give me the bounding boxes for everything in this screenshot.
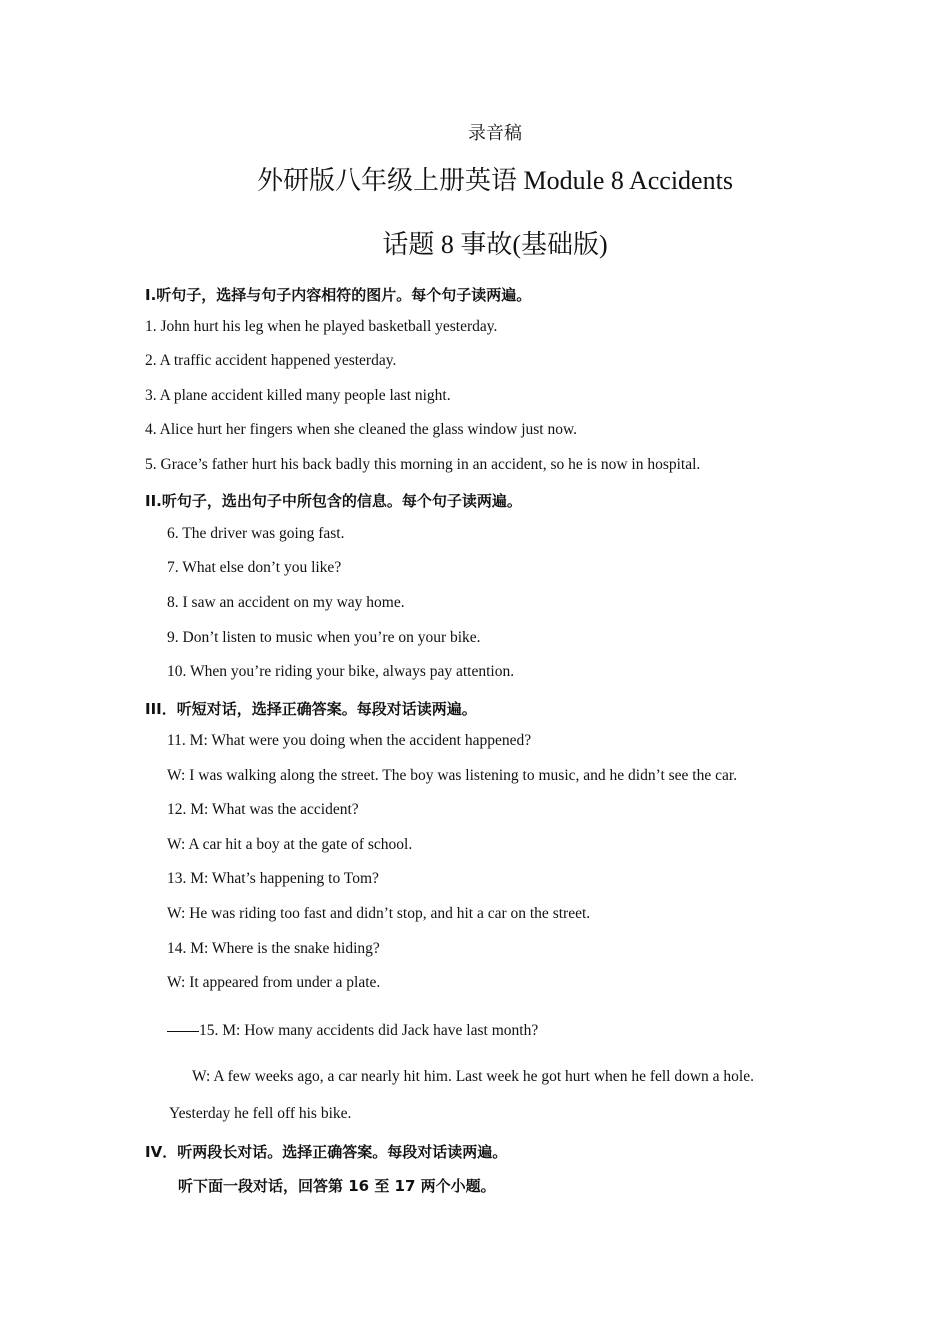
sentence-9: 9. Don’t listen to music when you’re on your bike. [167, 629, 481, 646]
section-2-heading: II.听句子，选出句子中所包含的信息。每个句子读两遍。 [145, 492, 522, 510]
sentence-5: 5. Grace’s father hurt his back badly this morning in an accident, so he is now in hospital. [145, 456, 701, 473]
dialogue-15-w: W: A few weeks ago, a car nearly hit him. Last week he got hurt when he fell down a hole. [192, 1068, 754, 1085]
section-1-heading: I.听句子，选择与句子内容相符的图片。每个句子读两遍。 [145, 286, 532, 304]
sentence-6: 6. The driver was going fast. [167, 525, 345, 542]
dialogue-12-w: W: A car hit a boy at the gate of school. [167, 836, 413, 853]
dialogue-15-m: 15. M: How many accidents did Jack have last month? [199, 1022, 539, 1039]
dialogue-12-m: 12. M: What was the accident? [167, 801, 359, 818]
sentence-8: 8. I saw an accident on my way home. [167, 594, 405, 611]
sentence-3: 3. A plane accident killed many people last night. [145, 387, 451, 404]
sentence-10: 10. When you’re riding your bike, always pay attention. [167, 663, 515, 680]
sentence-4: 4. Alice hurt her fingers when she cleaned the glass window just now. [145, 421, 578, 438]
doc-title: 外研版八年级上册英语 Module 8 Accidents [257, 166, 733, 195]
section-4-heading: IV．听两段长对话。选择正确答案。每段对话读两遍。 [145, 1143, 508, 1161]
section-3-heading: III．听短对话，选择正确答案。每段对话读两遍。 [145, 700, 477, 718]
dialogue-14-m: 14. M: Where is the snake hiding? [167, 940, 380, 957]
sentence-2: 2. A traffic accident happened yesterday. [145, 352, 397, 369]
underline-mark [167, 1030, 199, 1032]
dialogue-13-m: 13. M: What’s happening to Tom? [167, 870, 379, 887]
sentence-1: 1. John hurt his leg when he played basketball yesterday. [145, 318, 498, 335]
doc-label: 录音稿 [468, 123, 522, 144]
doc-subtitle: 话题 8 事故(基础版) [382, 230, 608, 259]
dialogue-11-m: 11. M: What were you doing when the accident happened? [167, 732, 532, 749]
dialogue-11-w: W: I was walking along the street. The boy was listening to music, and he didn’t see the car. [167, 767, 738, 784]
sentence-7: 7. What else don’t you like? [167, 559, 342, 576]
dialogue-15-m-row [167, 1022, 538, 1040]
dialogue-14-w: W: It appeared from under a plate. [167, 974, 381, 991]
section-4-subheading: 听下面一段对话，回答第 16 至 17 两个小题。 [178, 1177, 496, 1195]
dialogue-13-w: W: He was riding too fast and didn’t stop, and hit a car on the street. [167, 905, 591, 922]
dialogue-15-w-cont: Yesterday he fell off his bike. [169, 1105, 352, 1122]
